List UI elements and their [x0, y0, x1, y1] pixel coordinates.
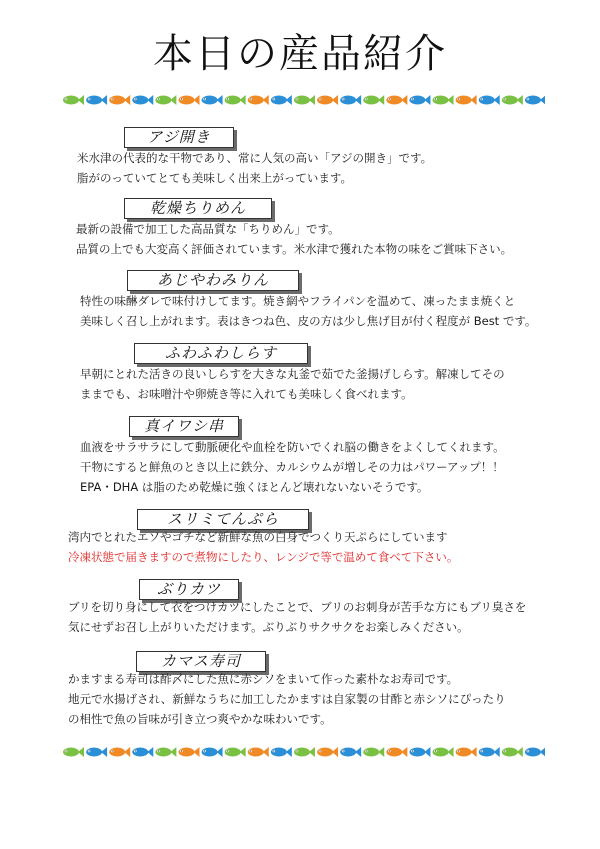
- product-heading: スリミてんぷら: [137, 509, 309, 530]
- product-description: [80, 364, 505, 404]
- product-heading: ふわふわしらす: [134, 343, 308, 364]
- fish-icon: [525, 747, 545, 757]
- fish-icon: [479, 95, 500, 105]
- description-line: 品質の上でも大変高く評価されています。米水津で獲れた本物の味をご賞味下さい。: [76, 242, 513, 256]
- fish-icon: [386, 747, 407, 757]
- product-heading: 乾燥ちりめん: [124, 198, 272, 219]
- fish-icon: [525, 95, 545, 105]
- fish-icon: [271, 747, 292, 757]
- fish-icon: [433, 747, 454, 757]
- fish-icon: [479, 747, 500, 757]
- fish-border-bottom: [60, 744, 545, 760]
- product-description: [76, 219, 512, 259]
- description-line: 早朝にとれた活きの良いしらすを大きな丸釜で茹でた釜揚げしらす。解凍してその: [80, 367, 505, 381]
- fish-icon: [132, 747, 153, 757]
- fish-icon: [363, 747, 384, 757]
- fish-icon: [155, 95, 176, 105]
- fish-icon: [433, 95, 454, 105]
- fish-icon: [178, 747, 199, 757]
- fish-icon: [63, 95, 84, 105]
- fish-icon: [155, 747, 176, 757]
- product-heading: カマス寿司: [136, 651, 266, 672]
- fish-icon: [317, 95, 338, 105]
- product-description: [68, 669, 506, 729]
- fish-icon: [202, 747, 223, 757]
- fish-icon: [271, 95, 292, 105]
- fish-icon: [294, 747, 315, 757]
- description-line: 美味しく召し上がれます。表はきつね色、皮の方は少し焦げ目が付く程度が Best です。: [80, 314, 537, 328]
- fish-icon: [409, 747, 430, 757]
- fish-icon: [409, 95, 430, 105]
- product-heading: あじやわみりん: [127, 270, 299, 291]
- fish-icon: [502, 95, 523, 105]
- description-line: 特性の味醂ダレで味付けしてます。焼き網やフライパンを温めて、凍ったまま焼くと: [80, 294, 516, 308]
- description-line: 気にせずお召し上がりいただけます。ぶりぶりサクサクをお楽しみください。: [68, 620, 469, 634]
- fish-icon: [248, 95, 269, 105]
- fish-icon: [132, 95, 153, 105]
- product-heading: アジ開き: [124, 127, 234, 148]
- fish-icon: [109, 95, 130, 105]
- product-description: [68, 527, 458, 567]
- page-title: 本日の産品紹介: [153, 31, 447, 77]
- fish-icon: [340, 95, 361, 105]
- description-line: の相性で魚の旨味が引き立つ爽やかな味わいです。: [68, 712, 332, 726]
- description-line: EPA・DHA は脂のため乾燥に強くほとんど壊れないないそうです。: [80, 480, 429, 494]
- fish-icon: [456, 95, 477, 105]
- fish-icon: [225, 747, 246, 757]
- description-line: ブリを切り身にして衣をつけカツにしたことで、ブリのお刺身が苦手な方にもブリ臭さを: [68, 600, 527, 614]
- description-line: 地元で水揚げされ、新鮮なうちに加工したかますは自家製の甘酢と赤シソにぴったり: [68, 692, 506, 706]
- description-line: ままでも、お味噌汁や卵焼き等に入れても美味しく食べれます。: [80, 387, 413, 401]
- product-description: [80, 291, 536, 331]
- fish-border-top: [60, 92, 545, 108]
- fish-icon: [86, 95, 107, 105]
- fish-icon: [386, 95, 407, 105]
- fish-icon: [363, 95, 384, 105]
- product-heading: ぶりカツ: [139, 579, 239, 600]
- description-line: 湾内でとれたエソやゴチなど新鮮な魚の白身でつくり天ぷらにしています: [68, 530, 448, 544]
- fish-icon: [340, 747, 361, 757]
- fish-icon: [294, 95, 315, 105]
- fish-icon: [202, 95, 223, 105]
- product-heading: 真イワシ串: [129, 416, 239, 437]
- product-description: [68, 597, 526, 637]
- description-line: 干物にすると鮮魚のとき以上に鉄分、カルシウムが増しその力はパワーアップ！！: [80, 460, 504, 474]
- fish-icon: [86, 747, 107, 757]
- fish-icon: [317, 747, 338, 757]
- description-line: かますまる寿司は酢〆にした魚に赤シソをまいて作った素朴なお寿司です。: [68, 672, 459, 686]
- fish-icon: [225, 95, 246, 105]
- fish-icon: [63, 747, 84, 757]
- description-line: 脂がのっていてとても美味しく出来上がっています。: [77, 171, 352, 185]
- fish-icon: [109, 747, 130, 757]
- fish-icon: [248, 747, 269, 757]
- description-line: 血液をサラサラにして動脈硬化や血栓を防いでくれ脳の働きをよくしてくれます。: [80, 440, 505, 454]
- fish-icon: [456, 747, 477, 757]
- description-line: 米水津の代表的な干物であり、常に人気の高い「アジの開き」です。: [77, 151, 433, 165]
- fish-icon: [178, 95, 199, 105]
- product-description: [80, 437, 505, 497]
- fish-icon: [502, 747, 523, 757]
- product-description: [77, 148, 432, 188]
- description-line: 最新の設備で加工した高品質な「ちりめん」です。: [76, 222, 340, 236]
- frozen-notice-line: 冷凍状態で届きますので煮物にしたり、レンジで等で温めて食べて下さい。: [68, 550, 459, 564]
